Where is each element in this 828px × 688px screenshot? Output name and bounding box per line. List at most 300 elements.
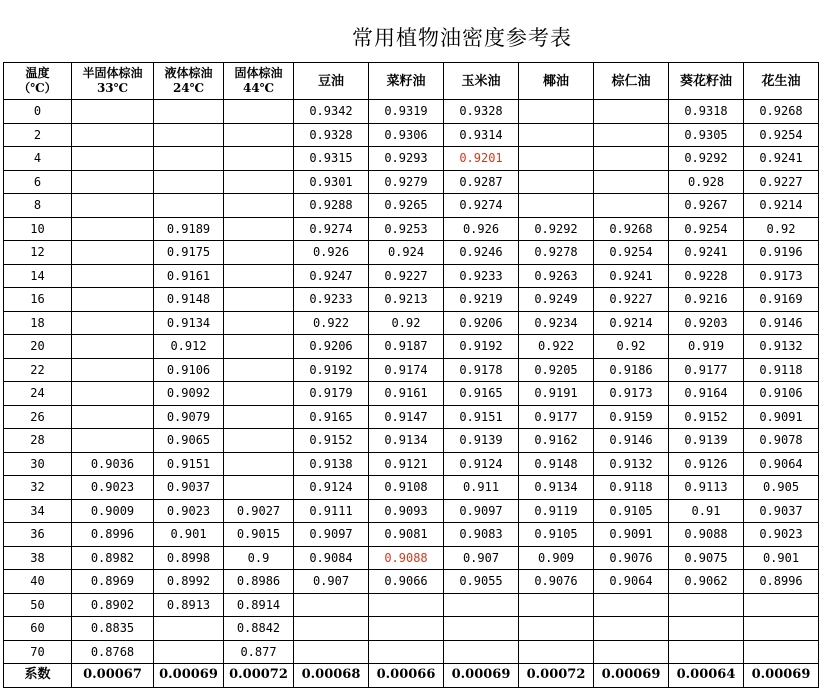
density-cell [224,335,294,359]
density-cell: 0.9206 [444,311,519,335]
density-cell: 0.9139 [669,429,744,453]
density-cell [154,617,224,641]
density-cell: 0.8982 [72,546,154,570]
density-cell [224,429,294,453]
density-cell: 0.9118 [744,358,819,382]
temperature-cell: 12 [4,241,72,265]
column-header [744,63,819,100]
density-cell [594,617,669,641]
temperature-cell: 36 [4,523,72,547]
density-cell: 0.9288 [294,194,369,218]
density-cell: 0.922 [519,335,594,359]
density-cell: 0.92 [594,335,669,359]
density-cell: 0.9093 [369,499,444,523]
density-cell [72,405,154,429]
density-cell [72,429,154,453]
density-cell: 0.922 [294,311,369,335]
density-cell [519,194,594,218]
density-cell: 0.9206 [294,335,369,359]
density-cell: 0.8913 [154,593,224,617]
temperature-cell: 38 [4,546,72,570]
density-cell [444,593,519,617]
density-cell: 0.9189 [154,217,224,241]
density-cell: 0.9254 [669,217,744,241]
density-cell: 0.9292 [669,147,744,171]
density-cell: 0.9241 [594,264,669,288]
density-cell [72,147,154,171]
column-header-line2: 44℃ [242,81,275,95]
density-cell [294,640,369,664]
column-header-line2: （℃） [18,81,57,95]
temperature-cell: 18 [4,311,72,335]
density-cell [669,593,744,617]
density-cell: 0.9292 [519,217,594,241]
density-cell [519,123,594,147]
density-cell: 0.9205 [519,358,594,382]
density-cell: 0.9055 [444,570,519,594]
coefficient-row [4,664,819,688]
density-cell: 0.9092 [154,382,224,406]
density-cell: 0.9152 [669,405,744,429]
temperature-cell: 30 [4,452,72,476]
density-cell: 0.9278 [519,241,594,265]
coefficient-cell: 0.00072 [224,664,294,688]
density-cell [224,405,294,429]
density-cell: 0.9097 [444,499,519,523]
density-cell [444,617,519,641]
density-cell: 0.9228 [669,264,744,288]
density-cell: 0.9124 [444,452,519,476]
density-cell: 0.9254 [744,123,819,147]
density-cell: 0.9177 [669,358,744,382]
density-cell: 0.9108 [369,476,444,500]
density-cell: 0.8768 [72,640,154,664]
density-cell [224,311,294,335]
temperature-cell: 0 [4,100,72,124]
density-cell [224,194,294,218]
density-cell: 0.9037 [154,476,224,500]
density-cell: 0.9097 [294,523,369,547]
density-cell [154,123,224,147]
density-cell [594,194,669,218]
density-cell: 0.8969 [72,570,154,594]
density-cell: 0.8835 [72,617,154,641]
density-cell: 0.907 [294,570,369,594]
density-cell: 0.9274 [294,217,369,241]
density-cell: 0.9138 [294,452,369,476]
density-cell: 0.909 [519,546,594,570]
density-cell: 0.9151 [154,452,224,476]
table-body [4,100,819,688]
column-header-line1: 半固体棕油 [82,66,143,80]
density-cell: 0.9062 [669,570,744,594]
density-cell: 0.9246 [444,241,519,265]
density-cell: 0.9084 [294,546,369,570]
density-cell: 0.92 [369,311,444,335]
density-cell: 0.9151 [444,405,519,429]
density-cell: 0.9134 [519,476,594,500]
density-cell: 0.905 [744,476,819,500]
density-cell: 0.877 [224,640,294,664]
density-cell: 0.9079 [154,405,224,429]
column-header [4,63,72,100]
table-row [4,523,819,547]
density-cell: 0.9 [224,546,294,570]
density-cell: 0.9091 [744,405,819,429]
density-cell [369,617,444,641]
coefficient-label: 系数 [4,664,72,688]
density-cell: 0.9196 [744,241,819,265]
density-cell: 0.9106 [154,358,224,382]
temperature-cell: 60 [4,617,72,641]
density-cell: 0.8992 [154,570,224,594]
density-cell [444,640,519,664]
density-cell: 0.8902 [72,593,154,617]
density-cell: 0.9161 [369,382,444,406]
density-cell [154,100,224,124]
density-cell: 0.9124 [294,476,369,500]
density-cell [72,358,154,382]
density-cell: 0.9146 [744,311,819,335]
density-cell: 0.9179 [294,382,369,406]
density-cell: 0.9134 [154,311,224,335]
density-cell [669,640,744,664]
density-cell: 0.9036 [72,452,154,476]
density-cell: 0.9132 [744,335,819,359]
density-cell: 0.9265 [369,194,444,218]
density-cell [594,170,669,194]
density-cell [369,640,444,664]
density-cell: 0.9066 [369,570,444,594]
density-cell: 0.9037 [744,499,819,523]
density-cell [154,170,224,194]
density-cell: 0.9214 [594,311,669,335]
density-cell: 0.9081 [369,523,444,547]
density-cell: 0.9148 [154,288,224,312]
density-cell [224,170,294,194]
density-cell: 0.9148 [519,452,594,476]
density-cell: 0.92 [744,217,819,241]
density-cell [519,147,594,171]
density-table [3,62,819,688]
header-row [4,63,819,100]
density-cell: 0.9147 [369,405,444,429]
density-cell: 0.9227 [594,288,669,312]
density-cell [224,358,294,382]
coefficient-cell: 0.00069 [744,664,819,688]
density-cell: 0.9146 [594,429,669,453]
density-cell: 0.9328 [444,100,519,124]
density-cell: 0.9267 [669,194,744,218]
density-cell [669,617,744,641]
density-cell: 0.9139 [444,429,519,453]
table-row [4,100,819,124]
density-cell: 0.9328 [294,123,369,147]
coefficient-cell: 0.00072 [519,664,594,688]
table-row [4,570,819,594]
table-row [4,546,819,570]
column-header-line1: 葵花籽油 [679,73,732,89]
density-cell: 0.9318 [669,100,744,124]
temperature-cell: 10 [4,217,72,241]
column-header [369,63,444,100]
density-cell [294,617,369,641]
density-cell: 0.9214 [744,194,819,218]
temperature-cell: 6 [4,170,72,194]
column-header [154,63,224,100]
density-cell: 0.9106 [744,382,819,406]
table-row [4,382,819,406]
table-row [4,405,819,429]
density-cell: 0.9015 [224,523,294,547]
table-row [4,288,819,312]
temperature-cell: 34 [4,499,72,523]
density-cell [72,123,154,147]
density-cell [294,593,369,617]
density-cell [72,194,154,218]
coefficient-cell: 0.00067 [72,664,154,688]
column-header-line1: 玉米油 [461,73,501,89]
column-header-line1: 椰油 [542,73,569,89]
density-cell [744,617,819,641]
density-cell: 0.9306 [369,123,444,147]
density-cell: 0.928 [669,170,744,194]
temperature-cell: 16 [4,288,72,312]
table-row [4,241,819,265]
density-cell: 0.9192 [444,335,519,359]
coefficient-cell: 0.00064 [669,664,744,688]
density-cell: 0.9159 [594,405,669,429]
density-cell [72,335,154,359]
temperature-cell: 2 [4,123,72,147]
table-row [4,476,819,500]
density-cell: 0.9126 [669,452,744,476]
column-header [594,63,669,100]
density-cell: 0.9268 [594,217,669,241]
density-cell: 0.9162 [519,429,594,453]
density-cell: 0.9091 [594,523,669,547]
table-row [4,311,819,335]
temperature-cell: 32 [4,476,72,500]
density-cell: 0.9076 [594,546,669,570]
density-cell: 0.9203 [669,311,744,335]
temperature-cell: 70 [4,640,72,664]
density-cell: 0.919 [669,335,744,359]
density-cell: 0.9268 [744,100,819,124]
density-cell: 0.9301 [294,170,369,194]
density-cell [594,123,669,147]
density-cell [594,147,669,171]
density-cell: 0.9249 [519,288,594,312]
coefficient-cell: 0.00068 [294,664,369,688]
density-cell: 0.9227 [744,170,819,194]
density-cell: 0.9201 [444,147,519,171]
table-row [4,499,819,523]
density-cell [594,640,669,664]
table-row [4,452,819,476]
density-cell: 0.9279 [369,170,444,194]
density-cell: 0.912 [154,335,224,359]
density-cell: 0.9111 [294,499,369,523]
density-cell: 0.9254 [594,241,669,265]
density-cell: 0.8986 [224,570,294,594]
density-cell [519,593,594,617]
column-header [294,63,369,100]
density-cell: 0.9192 [294,358,369,382]
density-cell [72,311,154,335]
table-row [4,617,819,641]
density-cell: 0.9233 [294,288,369,312]
density-cell: 0.9216 [669,288,744,312]
density-cell: 0.926 [444,217,519,241]
density-cell: 0.9075 [669,546,744,570]
density-cell: 0.9233 [444,264,519,288]
density-cell: 0.8996 [72,523,154,547]
density-cell: 0.9121 [369,452,444,476]
density-cell: 0.9065 [154,429,224,453]
density-cell [224,241,294,265]
density-cell: 0.9173 [594,382,669,406]
column-header [669,63,744,100]
density-cell: 0.924 [369,241,444,265]
temperature-cell: 50 [4,593,72,617]
column-header-line1: 棕仁油 [611,73,651,89]
table-row [4,194,819,218]
column-header-line1: 豆油 [317,73,344,89]
column-header-line2: 24℃ [172,81,205,95]
table-row [4,593,819,617]
density-cell [154,147,224,171]
density-cell: 0.9027 [224,499,294,523]
coefficient-cell: 0.00069 [444,664,519,688]
density-cell: 0.9161 [154,264,224,288]
table-row [4,358,819,382]
density-cell: 0.9023 [744,523,819,547]
density-cell: 0.9009 [72,499,154,523]
density-cell: 0.9088 [669,523,744,547]
density-cell: 0.9076 [519,570,594,594]
column-header-line1: 花生油 [761,73,801,89]
table-row [4,429,819,453]
temperature-cell: 14 [4,264,72,288]
density-cell: 0.9305 [669,123,744,147]
density-cell: 0.907 [444,546,519,570]
density-cell [369,593,444,617]
density-cell: 0.9023 [154,499,224,523]
density-cell [224,217,294,241]
density-cell: 0.9165 [294,405,369,429]
column-header-line1: 温度 [25,66,50,80]
table-row [4,640,819,664]
density-cell: 0.911 [444,476,519,500]
density-cell: 0.9213 [369,288,444,312]
coefficient-cell: 0.00066 [369,664,444,688]
density-cell [594,593,669,617]
table-row [4,147,819,171]
density-cell [744,640,819,664]
density-cell [519,617,594,641]
density-cell [72,264,154,288]
density-cell: 0.9174 [369,358,444,382]
column-header [72,63,154,100]
density-cell [72,288,154,312]
coefficient-cell: 0.00069 [154,664,224,688]
density-cell [224,123,294,147]
density-cell: 0.9287 [444,170,519,194]
density-cell: 0.9134 [369,429,444,453]
temperature-cell: 40 [4,570,72,594]
column-header-line1: 固体棕油 [234,66,283,80]
density-cell: 0.9241 [669,241,744,265]
density-cell: 0.9263 [519,264,594,288]
density-cell: 0.9191 [519,382,594,406]
temperature-cell: 4 [4,147,72,171]
density-cell [519,640,594,664]
density-cell [744,593,819,617]
density-cell [154,640,224,664]
density-cell: 0.8914 [224,593,294,617]
density-cell: 0.9083 [444,523,519,547]
page-title: 常用植物油密度参考表 [352,26,572,50]
table-row [4,170,819,194]
density-cell: 0.9152 [294,429,369,453]
density-cell: 0.8998 [154,546,224,570]
temperature-cell: 26 [4,405,72,429]
column-header [519,63,594,100]
density-cell [72,100,154,124]
density-cell: 0.9186 [594,358,669,382]
density-cell: 0.901 [154,523,224,547]
density-cell: 0.926 [294,241,369,265]
density-cell: 0.9118 [594,476,669,500]
density-cell: 0.9234 [519,311,594,335]
column-header [224,63,294,100]
density-cell [224,264,294,288]
density-cell [519,100,594,124]
density-cell [224,476,294,500]
density-cell: 0.9342 [294,100,369,124]
table-row [4,264,819,288]
density-cell: 0.9175 [154,241,224,265]
density-cell: 0.8842 [224,617,294,641]
density-cell: 0.9105 [594,499,669,523]
title-row [0,0,828,62]
density-cell: 0.9064 [594,570,669,594]
density-cell: 0.9241 [744,147,819,171]
density-cell [224,288,294,312]
density-cell: 0.9177 [519,405,594,429]
density-cell: 0.9078 [744,429,819,453]
coefficient-cell: 0.00069 [594,664,669,688]
density-cell: 0.91 [669,499,744,523]
density-cell [72,170,154,194]
density-cell [224,100,294,124]
density-cell: 0.9132 [594,452,669,476]
density-cell: 0.9119 [519,499,594,523]
density-cell: 0.9105 [519,523,594,547]
density-cell: 0.9088 [369,546,444,570]
density-cell: 0.9247 [294,264,369,288]
density-cell: 0.901 [744,546,819,570]
density-cell: 0.9293 [369,147,444,171]
density-cell: 0.9227 [369,264,444,288]
density-cell: 0.9064 [744,452,819,476]
density-cell: 0.9315 [294,147,369,171]
column-header-line1: 菜籽油 [386,73,426,89]
density-cell [224,382,294,406]
density-cell [154,194,224,218]
table-row [4,335,819,359]
